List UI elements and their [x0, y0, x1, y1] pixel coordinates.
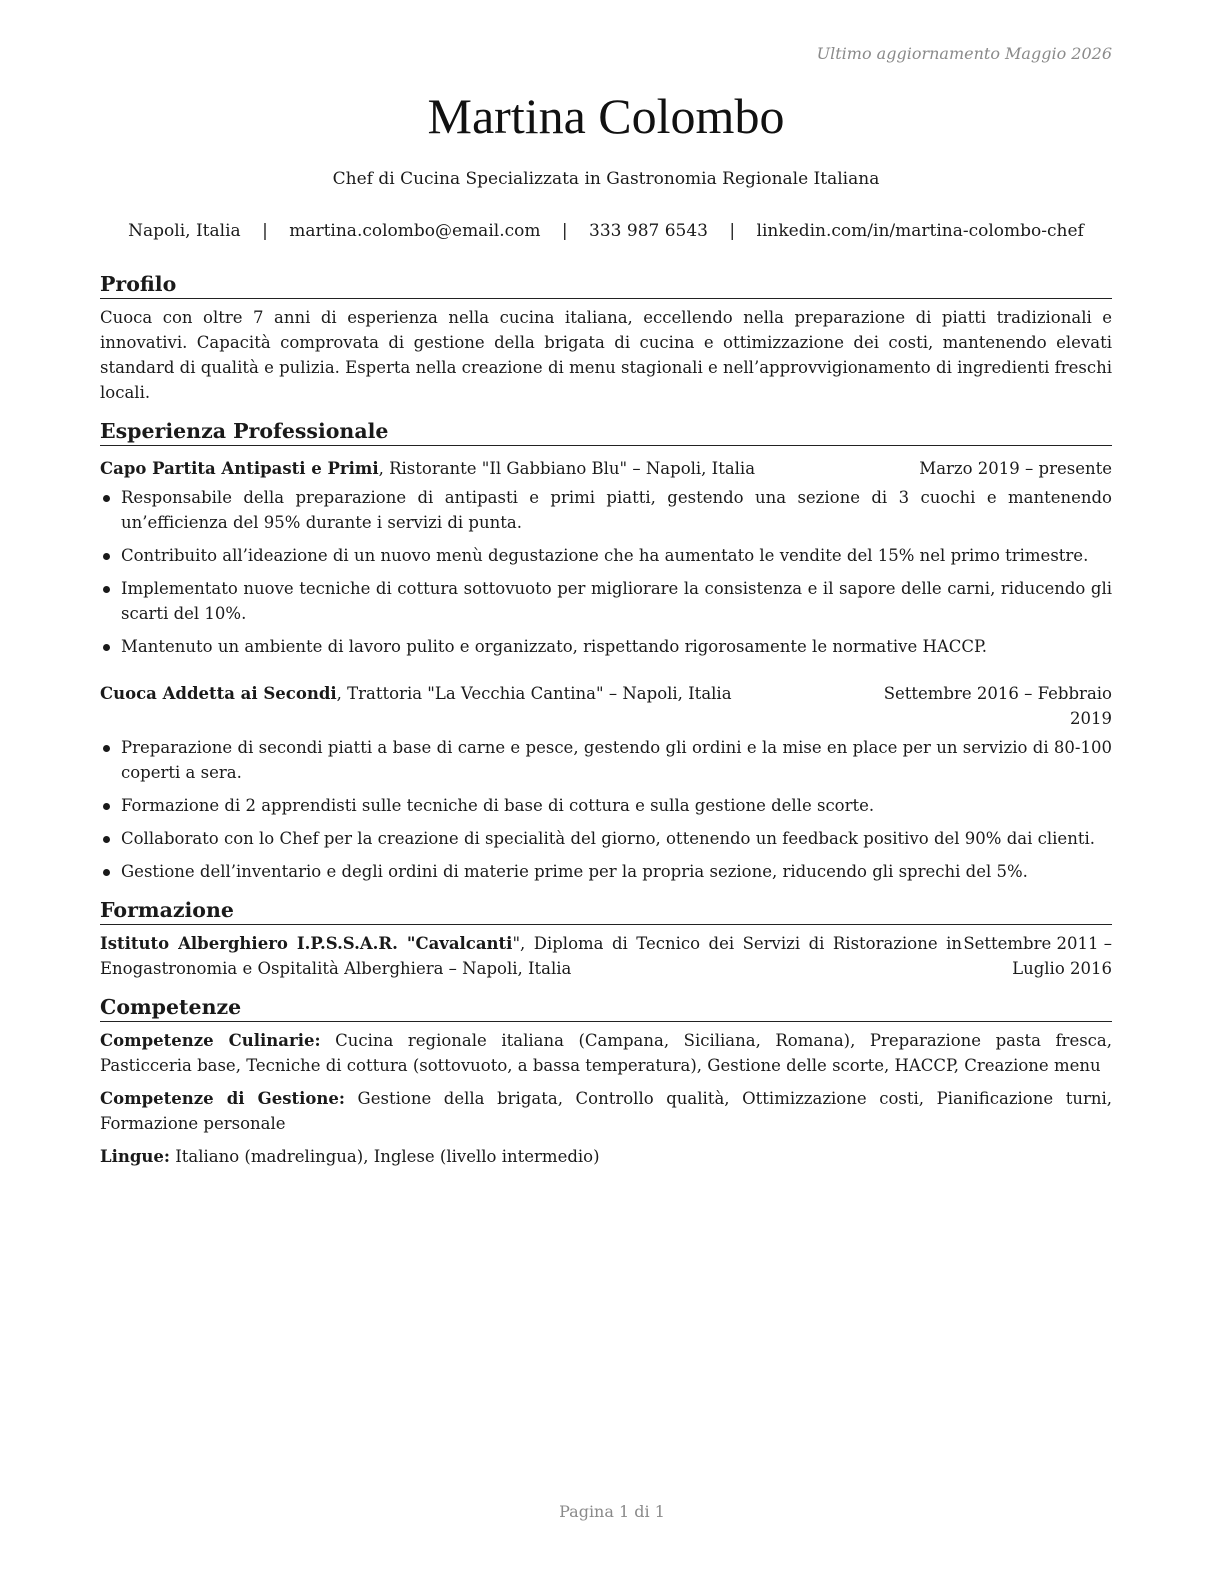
contact-linkedin-link[interactable]: linkedin.com/in/martina-colombo-chef [756, 221, 1084, 241]
job-bullet: Collaborato con lo Chef per la creazione di specialità del giorno, ottenendo un feedback positivo del 90% dai clienti. [100, 826, 1112, 851]
contact-separator: | [262, 221, 268, 241]
skill-row [100, 1028, 1112, 1078]
contact-email-link[interactable]: martina.colombo@email.com [289, 221, 541, 241]
section-title-profile: Profilo [100, 270, 1112, 299]
profile-section [100, 270, 1112, 405]
education-entry [100, 931, 1112, 981]
experience-section [100, 417, 1112, 884]
job-dates: Marzo 2019 – presente [919, 459, 1112, 478]
job-bullet: Contribuito all’ideazione di un nuovo menù degustazione che ha aumentato le vendite del 15% nel primo trimestre. [100, 543, 1112, 568]
section-title-education: Formazione [100, 896, 1112, 925]
job-role: Cuoca Addetta ai Secondi [100, 684, 337, 703]
profile-summary: Cuoca con oltre 7 anni di esperienza nella cucina italiana, eccellendo nella preparazione di piatti tradizionali e innovativi. Capacità comprovata di gestione della brigata di cucina e ottimizzazione dei costi, mantenendo elevati standard di qualità e pulizia. Esperta nella creazione di menu stagionali e nell’approvvigionamento di ingredienti freschi locali. [100, 308, 1112, 402]
job-entry [100, 681, 1112, 884]
candidate-tagline: Chef di Cucina Specializzata in Gastronomia Regionale Italiana [332, 169, 880, 189]
education-dates: Settembre 2011 – Luglio 2016 [963, 934, 1112, 978]
job-bullet: Implementato nuove tecniche di cottura sottovuoto per migliorare la consistenza e il sapore delle carni, riducendo gli scarti del 10%. [100, 576, 1112, 626]
job-bullet: Mantenuto un ambiente di lavoro pulito e organizzato, rispettando rigorosamente le normative HACCP. [100, 634, 1112, 659]
contact-line [100, 219, 1112, 243]
skill-text: Italiano (madrelingua), Inglese (livello intermedio) [170, 1147, 600, 1166]
skills-section [100, 993, 1112, 1169]
job-entry [100, 456, 1112, 659]
job-dates: Settembre 2016 – Febbraio 2019 [883, 684, 1112, 728]
job-bullet: Responsabile della preparazione di antipasti e primi piatti, gestendo una sezione di 3 cuochi e mantenendo un’efficienza del 95% durante i servizi di punta. [100, 485, 1112, 535]
section-title-skills: Competenze [100, 993, 1112, 1022]
education-section [100, 896, 1112, 981]
contact-separator: | [561, 221, 568, 241]
job-bullet: Formazione di 2 apprendisti sulle tecniche di base di cottura e sulla gestione delle scorte. [100, 793, 1112, 818]
skill-row [100, 1086, 1112, 1136]
resume-body [100, 270, 1112, 1177]
job-place: , Trattoria "La Vecchia Cantina" – Napoli, Italia [336, 684, 732, 703]
candidate-name: Martina Colombo [427, 88, 785, 144]
job-bullets [100, 485, 1112, 659]
contact-phone[interactable]: 333 987 6543 [589, 221, 708, 241]
contact-location: Napoli, Italia [128, 221, 241, 241]
job-bullet: Preparazione di secondi piatti a base di carne e pesce, gestendo gli ordini e la mise en place per un servizio di 80-100 coperti a sera. [100, 735, 1112, 785]
skill-text: Gestione della brigata, Controllo qualità, Ottimizzazione costi, Pianificazione turni, Formazione personale [100, 1089, 1112, 1133]
education-school: Istituto Alberghiero I.P.S.S.A.R. "Cavalcanti [100, 934, 513, 953]
skill-text: Cucina regionale italiana (Campana, Siciliana, Romana), Preparazione pasta fresca, Pasticceria base, Tecniche di cottura (sottovuoto, a bassa temperatura), Gestione delle scorte, HACCP, Creazione menu [100, 1031, 1113, 1075]
section-title-experience: Esperienza Professionale [100, 417, 1112, 446]
education-detail: , Diploma di Tecnico dei Servizi di Ristorazione in Enogastronomia e Ospitalità Alberghiera – Napoli, Italia [100, 934, 962, 978]
job-bullets [100, 735, 1112, 884]
education-school-quote: " [512, 934, 521, 953]
job-title-line [100, 456, 919, 481]
job-role: Capo Partita Antipasti e Primi [100, 459, 379, 478]
job-place: , Ristorante "Il Gabbiano Blu" – Napoli, Italia [378, 459, 756, 478]
resume-page [100, 0, 1112, 1584]
last-updated-note: Ultimo aggiornamento Maggio 2026 [816, 44, 1112, 63]
skill-label: Lingue: [100, 1147, 170, 1166]
job-header [100, 456, 1112, 481]
skill-label: Competenze Culinarie: [100, 1031, 321, 1050]
page-footer: Pagina 1 di 1 [559, 1502, 665, 1521]
job-header [100, 681, 1112, 731]
skill-row [100, 1144, 1112, 1169]
contact-separator: | [729, 221, 736, 241]
job-bullet: Gestione dell’inventario e degli ordini di materie prime per la propria sezione, riducendo gli sprechi del 5%. [100, 859, 1112, 884]
education-description [100, 931, 962, 981]
skill-label: Competenze di Gestione: [100, 1089, 345, 1108]
job-title-line [100, 681, 872, 706]
